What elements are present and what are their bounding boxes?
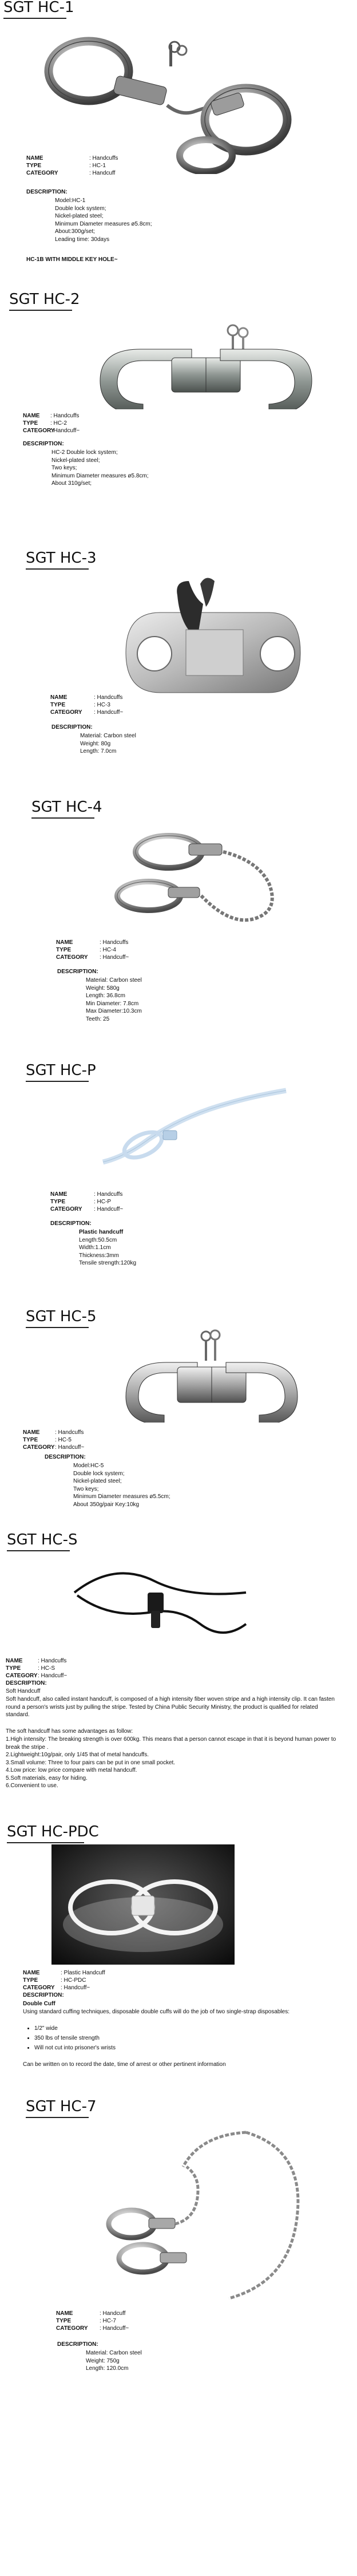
desc-line: Double lock system; bbox=[73, 1470, 125, 1477]
value-type: : HC-1 bbox=[89, 163, 106, 169]
description-heading: DESCRIPTION: bbox=[57, 2341, 98, 2348]
handcuffs-hc-1-photo bbox=[34, 25, 298, 174]
label-type: TYPE bbox=[6, 1665, 21, 1672]
desc-line: Weight: 750g bbox=[86, 2357, 120, 2364]
title-underline bbox=[31, 817, 94, 819]
desc-line: Nickel-plated steel; bbox=[55, 213, 104, 219]
belly-chain-hc-7-photo bbox=[97, 2121, 315, 2304]
value-type: : HC-P bbox=[94, 1199, 111, 1205]
title-underline bbox=[9, 310, 72, 311]
desc-line: Tensile strength:120kg bbox=[79, 1260, 137, 1266]
label-type: TYPE bbox=[56, 2318, 72, 2324]
label-type: TYPE bbox=[50, 702, 66, 708]
label-category: CATEGORY bbox=[26, 170, 58, 176]
desc-line: Max Diameter:10.3cm bbox=[86, 1008, 142, 1014]
section-title-hc-4: SGT HC-4 bbox=[31, 799, 102, 816]
notes-paragraph: Can be written on to record the date, time of arrest or other pertinent information bbox=[23, 2061, 226, 2068]
value-type: : HC-S bbox=[38, 1665, 55, 1672]
value-type: : HC-2 bbox=[50, 420, 67, 426]
spec-table bbox=[23, 1429, 84, 1451]
advantage-item: 2.Lightweight:10g/pair, only 1/45 that of metal handcuffs. bbox=[6, 1752, 149, 1758]
description-heading: DESCRIPTION: bbox=[23, 1992, 64, 1998]
desc-line: Minimum Diameter measures ø5.5cm; bbox=[73, 1494, 170, 1500]
label-type: TYPE bbox=[23, 1437, 38, 1443]
section-title-hc-5: SGT HC-5 bbox=[26, 1308, 97, 1325]
value-name: : Handcuff bbox=[100, 2310, 126, 2317]
spec-table bbox=[23, 412, 80, 434]
desc-line: Length: 7.0cm bbox=[80, 748, 117, 754]
desc-line: About:300g/set; bbox=[55, 228, 96, 235]
title-underline bbox=[26, 1081, 89, 1082]
title-underline bbox=[26, 1327, 89, 1328]
section-title-hc-pdc: SGT HC-PDC bbox=[7, 1823, 99, 1840]
feature-list bbox=[23, 2024, 116, 2053]
section-title-hc-7: SGT HC-7 bbox=[26, 2098, 97, 2115]
desc-line: Material: Carbon steel bbox=[80, 733, 136, 739]
desc-line: Model:HC-5 bbox=[73, 1463, 104, 1469]
title-underline bbox=[26, 568, 89, 570]
desc-line: Width:1.1cm bbox=[79, 1244, 111, 1251]
description-heading: DESCRIPTION: bbox=[23, 441, 64, 447]
desc-line: Model:HC-1 bbox=[55, 197, 86, 204]
advantage-item: 5.Soft materials, easy for hiding. bbox=[6, 1775, 88, 1781]
thumbcuffs-hc-3-photo bbox=[114, 572, 320, 698]
desc-line: Material: Carbon steel bbox=[86, 977, 142, 983]
description-heading: DESCRIPTION: bbox=[45, 1454, 86, 1460]
description-heading: DESCRIPTION: bbox=[26, 189, 68, 195]
handcuffs-hc-2-photo bbox=[86, 318, 326, 409]
value-name: : Handcuffs bbox=[100, 939, 129, 946]
label-category: CATEGORY bbox=[50, 1206, 82, 1212]
desc-line: Nickel-plated steel; bbox=[51, 457, 100, 464]
label-category: CATEGORY bbox=[56, 2325, 88, 2332]
desc-line: About 350g/pair Key:10kg bbox=[73, 1501, 140, 1508]
description-list bbox=[86, 977, 142, 1023]
section-title-hc-s: SGT HC-S bbox=[7, 1531, 78, 1548]
desc-subtitle: Soft Handcuff bbox=[6, 1688, 41, 1694]
desc-line: Min Diameter: 7.8cm bbox=[86, 1000, 139, 1007]
value-name: : Handcuffs bbox=[94, 694, 123, 701]
desc-line: Length: 36.8cm bbox=[86, 993, 125, 999]
desc-line: Double lock system; bbox=[55, 205, 106, 212]
desc-line: Weight: 580g bbox=[86, 985, 120, 991]
label-category: CATEGORY bbox=[23, 428, 55, 434]
label-name: NAME bbox=[23, 413, 40, 419]
label-category: CATEGORY bbox=[23, 1444, 55, 1451]
label-type: TYPE bbox=[50, 1199, 66, 1205]
label-category: CATEGORY bbox=[6, 1673, 38, 1679]
spec-table bbox=[6, 1657, 67, 1680]
spec-table bbox=[50, 694, 123, 716]
feature-item: • Will not cut into prisoner's wrists bbox=[34, 2043, 116, 2053]
model-note: HC-1B WITH MIDDLE KEY HOLE~ bbox=[26, 256, 118, 263]
desc-line: Length:50.5cm bbox=[79, 1236, 117, 1243]
feature-item: • 350 lbs of tensile strength bbox=[34, 2033, 116, 2043]
label-type: TYPE bbox=[56, 947, 72, 953]
value-category: : Handcuff~ bbox=[55, 1444, 85, 1451]
description-heading: DESCRIPTION: bbox=[51, 724, 93, 730]
value-type: : HC-5 bbox=[55, 1437, 72, 1443]
label-name: NAME bbox=[23, 1429, 40, 1436]
value-category: : Handcuff~ bbox=[61, 1985, 90, 1991]
advantage-item: 6.Convenient to use. bbox=[6, 1783, 58, 1789]
value-category: : Handcuff bbox=[89, 170, 116, 176]
value-name: : Handcuffs bbox=[89, 155, 118, 161]
advantage-item: 3.Small volume: Three to four pairs can be put in one small pocket. bbox=[6, 1759, 176, 1766]
value-name: : Handcuffs bbox=[38, 1658, 67, 1664]
spec-table bbox=[56, 939, 129, 961]
desc-line: Teeth: 25 bbox=[86, 1016, 110, 1022]
desc-line: Weight: 80g bbox=[80, 740, 111, 747]
desc-line: Thickness:3mm bbox=[79, 1252, 120, 1259]
description-list bbox=[51, 449, 148, 488]
title-underline bbox=[3, 18, 66, 19]
title-underline bbox=[7, 1550, 70, 1551]
value-type: : HC-PDC bbox=[61, 1977, 86, 1984]
feature-item: • 1/2" wide bbox=[34, 2024, 116, 2033]
label-category: CATEGORY bbox=[23, 1985, 55, 1991]
label-name: NAME bbox=[23, 1970, 40, 1976]
description-list bbox=[73, 1462, 170, 1508]
handcuffs-hc-5-photo bbox=[114, 1328, 309, 1423]
label-type: TYPE bbox=[23, 1977, 38, 1984]
description-paragraph: Soft handcuff, also called instant handcuff, is composed of a high intensity fiber woven stripe and a high intensity clip. It can fasten round a person's wrists just by pulling the stripe. Tested by China Public Security Ministry, the product is qualified for related standard. bbox=[6, 1696, 335, 1718]
value-category: : Handcuff~ bbox=[94, 1206, 124, 1212]
leg-irons-hc-4-photo bbox=[109, 824, 320, 933]
value-category: : Handcuff~ bbox=[100, 954, 129, 961]
label-category: CATEGORY bbox=[50, 709, 82, 716]
label-name: NAME bbox=[56, 939, 73, 946]
label-name: NAME bbox=[50, 1191, 68, 1198]
value-name: : Handcuffs bbox=[94, 1191, 123, 1198]
value-category: : Handcuff~ bbox=[50, 428, 80, 434]
desc-line: HC-2 Double lock system; bbox=[51, 449, 118, 456]
desc-subtitle: Plastic handcuff bbox=[79, 1229, 124, 1235]
value-type: : HC-3 bbox=[94, 702, 110, 708]
spec-table bbox=[23, 1969, 105, 1992]
advantage-item: 4.Low price: low price compare with metal handcuff. bbox=[6, 1767, 137, 1773]
label-type: TYPE bbox=[26, 163, 42, 169]
section-title-hc-1: SGT HC-1 bbox=[3, 0, 74, 16]
desc-subtitle: Double Cuff bbox=[23, 2001, 55, 2007]
soft-handcuff-hc-s-photo bbox=[63, 1552, 257, 1656]
value-name: : Handcuffs bbox=[55, 1429, 84, 1436]
spec-table bbox=[50, 1191, 123, 1213]
label-name: NAME bbox=[56, 2310, 73, 2317]
double-cuff-hc-pdc-photo bbox=[51, 1844, 235, 1965]
value-category: : Handcuff~ bbox=[38, 1673, 68, 1679]
title-underline bbox=[26, 2117, 89, 2118]
spec-table bbox=[26, 155, 118, 177]
section-title-hc-2: SGT HC-2 bbox=[9, 291, 80, 308]
label-name: NAME bbox=[6, 1658, 23, 1664]
value-category: : Handcuff~ bbox=[94, 709, 124, 716]
advantages-list bbox=[6, 1736, 338, 1790]
description-heading: DESCRIPTION: bbox=[57, 969, 98, 975]
desc-line: Nickel-plated steel; bbox=[73, 1478, 122, 1484]
description-paragraph: Using standard cuffing techniques, disposable double cuffs will do the job of two single-strap disposables: bbox=[23, 2009, 290, 2015]
advantage-item: 1.High intensity: The breaking strength is over 600kg. This means that a person cannot escape in that it is beyond human power to break the stripe . bbox=[6, 1736, 336, 1751]
label-name: NAME bbox=[50, 694, 68, 701]
desc-line: Minimum Diameter measures ø5.8cm; bbox=[55, 220, 152, 227]
label-category: CATEGORY bbox=[56, 954, 88, 961]
spec-table bbox=[56, 2310, 129, 2332]
label-type: TYPE bbox=[23, 420, 38, 426]
value-type: : HC-7 bbox=[100, 2318, 116, 2324]
desc-line: Two keys; bbox=[73, 1485, 99, 1492]
value-type: : HC-4 bbox=[100, 947, 116, 953]
description-list bbox=[80, 732, 136, 756]
value-name: : Plastic Handcuff bbox=[61, 1970, 105, 1976]
desc-line: Leading time: 30days bbox=[55, 236, 110, 243]
desc-line: About 310g/set; bbox=[51, 480, 92, 487]
plastic-handcuff-hc-p-photo bbox=[92, 1082, 298, 1185]
description-list bbox=[86, 2349, 142, 2373]
description-list bbox=[55, 197, 152, 243]
desc-line: Length: 120.0cm bbox=[86, 2365, 129, 2372]
section-title-hc-3: SGT HC-3 bbox=[26, 550, 97, 567]
advantages-intro: The soft handcuff has some advantages as follow: bbox=[6, 1728, 133, 1735]
description-heading: DESCRIPTION: bbox=[50, 1220, 92, 1227]
section-title-hc-p: SGT HC-P bbox=[26, 1062, 96, 1079]
desc-line: Minimum Diameter measures ø5.8cm; bbox=[51, 472, 149, 479]
title-underline bbox=[7, 1842, 84, 1843]
value-category: : Handcuff~ bbox=[100, 2325, 129, 2332]
desc-line: Material: Carbon steel bbox=[86, 2350, 142, 2356]
desc-line: Two keys; bbox=[51, 465, 77, 471]
label-name: NAME bbox=[26, 155, 43, 161]
description-list bbox=[79, 1228, 136, 1267]
description-heading: DESCRIPTION: bbox=[6, 1680, 47, 1686]
value-name: : Handcuffs bbox=[50, 413, 80, 419]
